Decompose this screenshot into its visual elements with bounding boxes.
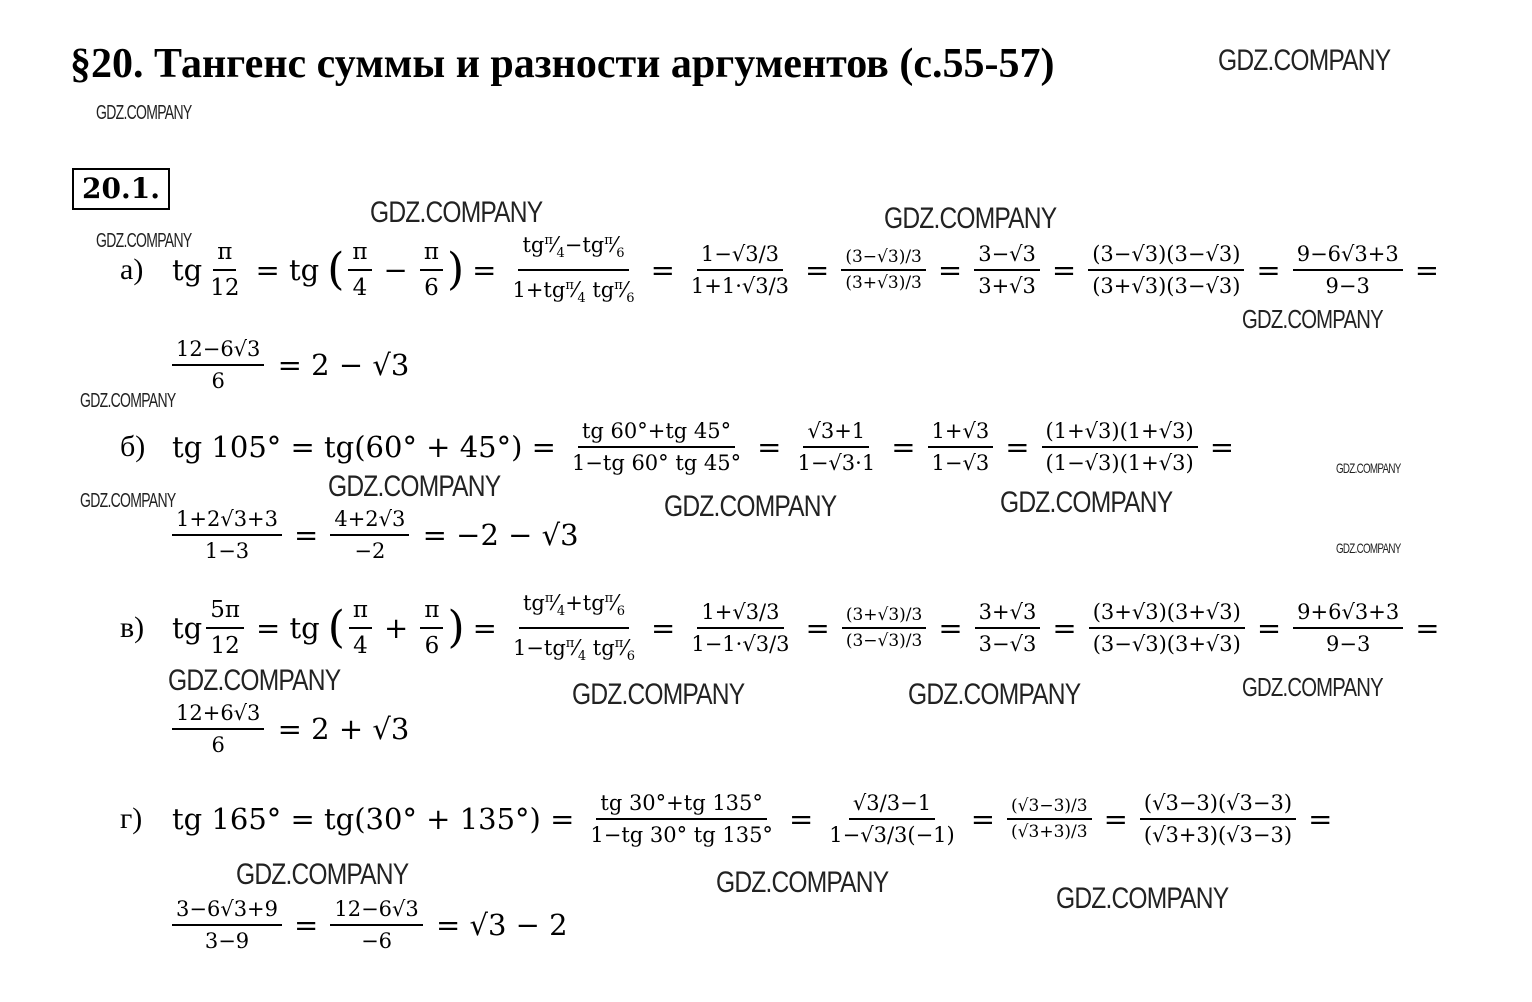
fraction: $\frac{tg 30^\circ+tg 135^\circ}{1-tg 30^\circ tg 135^\circ}$ xyxy=(590,791,773,847)
math-result: = 2 − √3 xyxy=(268,348,410,382)
part-c-line1: в) tg $\frac{5\pi}{12}$ = tg ( $\frac{\pi}{4}$ + $\frac{\pi}{6}$ ) = $\frac{tg^\pi⁄_4+tg^\pi⁄_6}{1-tg^\pi⁄_4 tg^\pi⁄_6}$ = $\frac{1+√3/3}{1-1\cdot√3/3}$ = $\frac{(3+√3)/3}{(3-√3)/3}$ = $\frac{3+√3}{3-√3}$ = $\frac{(3+√3)(3+√3)}{(3-√3)(3+√3)}$ = $\frac{9+6√3+3}{9-3}$ = xyxy=(120,586,1448,670)
math-expression: tg xyxy=(172,611,203,646)
part-a-line2 xyxy=(168,336,409,394)
part-label: г) xyxy=(120,802,143,835)
part-label: а) xyxy=(120,253,144,287)
part-c-line2 xyxy=(168,700,409,758)
math-expression: tg 165° = tg(30° + 135°) = xyxy=(172,802,575,836)
part-b-line2: $\frac{1+2√3+3}{1-3}$ = $\frac{4+2√3}{-2}$ = −2 − √3 xyxy=(168,506,579,564)
math-result: = √3 − 2 xyxy=(426,908,568,942)
fraction: $\frac{(√3-3)/3}{(√3+3)/3}$ xyxy=(1007,796,1092,842)
fraction: $\frac{3+√3}{3-√3}$ xyxy=(975,599,1041,657)
fraction: $\frac{5\pi}{12}$ xyxy=(206,595,244,661)
fraction: $\frac{√3+1}{1-√3\cdot 1}$ xyxy=(797,419,876,475)
watermark: GDZ.COMPANY xyxy=(236,858,409,891)
watermark: GDZ.COMPANY xyxy=(80,490,176,512)
fraction: $\frac{(1+√3)(1+√3)}{(1-√3)(1+√3)}$ xyxy=(1042,418,1198,476)
watermark: GDZ.COMPANY xyxy=(908,678,1081,711)
watermark: GDZ.COMPANY xyxy=(1336,540,1401,556)
fraction: $\frac{√3/3-1}{1-√3/3(-1)}$ xyxy=(829,791,955,847)
watermark: GDZ.COMPANY xyxy=(370,196,543,229)
fraction: $\frac{\pi}{6}$ xyxy=(420,237,443,303)
fraction: $\frac{1+2√3+3}{1-3}$ xyxy=(172,506,282,564)
watermark: GDZ.COMPANY xyxy=(572,678,745,711)
math-result: = −2 − √3 xyxy=(413,518,579,552)
math-expression: tg xyxy=(172,253,203,288)
part-d-line2: $\frac{3-6√3+9}{3-9}$ = $\frac{12-6√3}{-6}$ = √3 − 2 xyxy=(168,896,568,954)
fraction: $\frac{12-6√3}{6}$ xyxy=(172,336,264,394)
math-result: = 2 + √3 xyxy=(268,712,410,746)
fraction: $\frac{3-√3}{3+√3}$ xyxy=(974,241,1040,299)
watermark: GDZ.COMPANY xyxy=(1336,460,1401,476)
watermark: GDZ.COMPANY xyxy=(884,202,1057,235)
problem-number: 20.1. xyxy=(72,168,170,210)
watermark: GDZ.COMPANY xyxy=(664,490,837,523)
fraction: $\frac{\pi}{6}$ xyxy=(420,595,443,661)
fraction: $\frac{tg^\pi⁄_4-tg^\pi⁄_6}{1+tg^\pi⁄_4 tg^\pi⁄_6}$ xyxy=(508,228,638,312)
watermark: GDZ.COMPANY xyxy=(96,102,192,124)
fraction: $\frac{3-6√3+9}{3-9}$ xyxy=(172,896,282,954)
fraction: $\frac{9-6√3+3}{9-3}$ xyxy=(1293,241,1403,299)
fraction: $\frac{(3-√3)/3}{(3+√3)/3}$ xyxy=(841,247,926,293)
fraction: $\frac{9+6√3+3}{9-3}$ xyxy=(1293,599,1403,657)
fraction: $\frac{(3+√3)/3}{(3-√3)/3}$ xyxy=(842,605,927,651)
fraction: $\frac{(3+√3)(3+√3)}{(3-√3)(3+√3)}$ xyxy=(1089,599,1245,657)
watermark: GDZ.COMPANY xyxy=(328,470,501,503)
watermark: GDZ.COMPANY xyxy=(1242,672,1383,702)
part-a-line1: а) tg $\frac{\pi}{12}$ = tg ( $\frac{\pi}{4}$ − $\frac{\pi}{6}$ ) = $\frac{tg^\pi⁄_4-tg^\pi⁄_6}{1+tg^\pi⁄_4 tg^\pi⁄_6}$ = $\frac{1-√3/3}{1+1\cdot√3/3}$ = $\frac{(3-√3)/3}{(3+√3)/3}$ = $\frac{3-√3}{3+√3}$ = $\frac{(3-√3)(3-√3)}{(3+√3)(3-√3)}$ = $\frac{9-6√3+3}{9-3}$ = xyxy=(120,228,1447,312)
part-d-line1: г) tg 165° = tg(30° + 135°) = $\frac{tg 30^\circ+tg 135^\circ}{1-tg 30^\circ tg 135^\circ}$ = $\frac{√3/3-1}{1-√3/3(-1)}$ = $\frac{(√3-3)/3}{(√3+3)/3}$ = $\frac{(√3-3)(√3-3)}{(√3+3)(√3-3)}$ = xyxy=(120,791,1333,847)
watermark: GDZ.COMPANY xyxy=(80,390,176,412)
fraction: $\frac{\pi}{12}$ xyxy=(210,239,240,302)
watermark: GDZ.COMPANY xyxy=(168,664,341,697)
part-label: в) xyxy=(120,611,145,645)
fraction: $\frac{tg 60^\circ+tg 45^\circ}{1-tg 60^\circ tg 45^\circ}$ xyxy=(571,419,742,475)
page-title: §20. Тангенс суммы и разности аргументов (с.55-57) xyxy=(70,41,1055,87)
fraction: $\frac{1+√3/3}{1-1\cdot√3/3}$ xyxy=(691,600,790,657)
math-expression: = tg xyxy=(255,253,320,288)
watermark: GDZ.COMPANY xyxy=(716,866,889,899)
fraction: $\frac{\pi}{4}$ xyxy=(348,237,371,303)
fraction: $\frac{(3-√3)(3-√3)}{(3+√3)(3-√3)}$ xyxy=(1088,241,1244,299)
part-label: б) xyxy=(120,430,146,463)
fraction: $\frac{1-√3/3}{1+1\cdot√3/3}$ xyxy=(690,242,790,299)
fraction: $\frac{12-6√3}{-6}$ xyxy=(330,896,422,954)
watermark: GDZ.COMPANY xyxy=(1218,44,1391,77)
math-expression: tg 105° = tg(60° + 45°) = xyxy=(172,430,556,464)
watermark: GDZ.COMPANY xyxy=(1000,486,1173,519)
watermark: GDZ.COMPANY xyxy=(96,230,192,252)
fraction: $\frac{(√3-3)(√3-3)}{(√3+3)(√3-3)}$ xyxy=(1140,790,1296,848)
fraction: $\frac{tg^\pi⁄_4+tg^\pi⁄_6}{1-tg^\pi⁄_4 tg^\pi⁄_6}$ xyxy=(509,586,639,670)
watermark: GDZ.COMPANY xyxy=(1242,304,1383,334)
part-b-line1: б) tg 105° = tg(60° + 45°) = $\frac{tg 60^\circ+tg 45^\circ}{1-tg 60^\circ tg 45^\circ}$ = $\frac{√3+1}{1-√3\cdot 1}$ = $\frac{1+√3}{1-√3}$ = $\frac{(1+√3)(1+√3)}{(1-√3)(1+√3)}$ = xyxy=(120,419,1235,475)
fraction: $\frac{\pi}{4}$ xyxy=(349,595,372,661)
fraction: $\frac{12+6√3}{6}$ xyxy=(172,700,264,758)
fraction: $\frac{4+2√3}{-2}$ xyxy=(330,506,409,564)
fraction: $\frac{1+√3}{1-√3}$ xyxy=(928,418,994,476)
math-expression: ( xyxy=(327,244,345,296)
watermark: GDZ.COMPANY xyxy=(1056,882,1229,915)
